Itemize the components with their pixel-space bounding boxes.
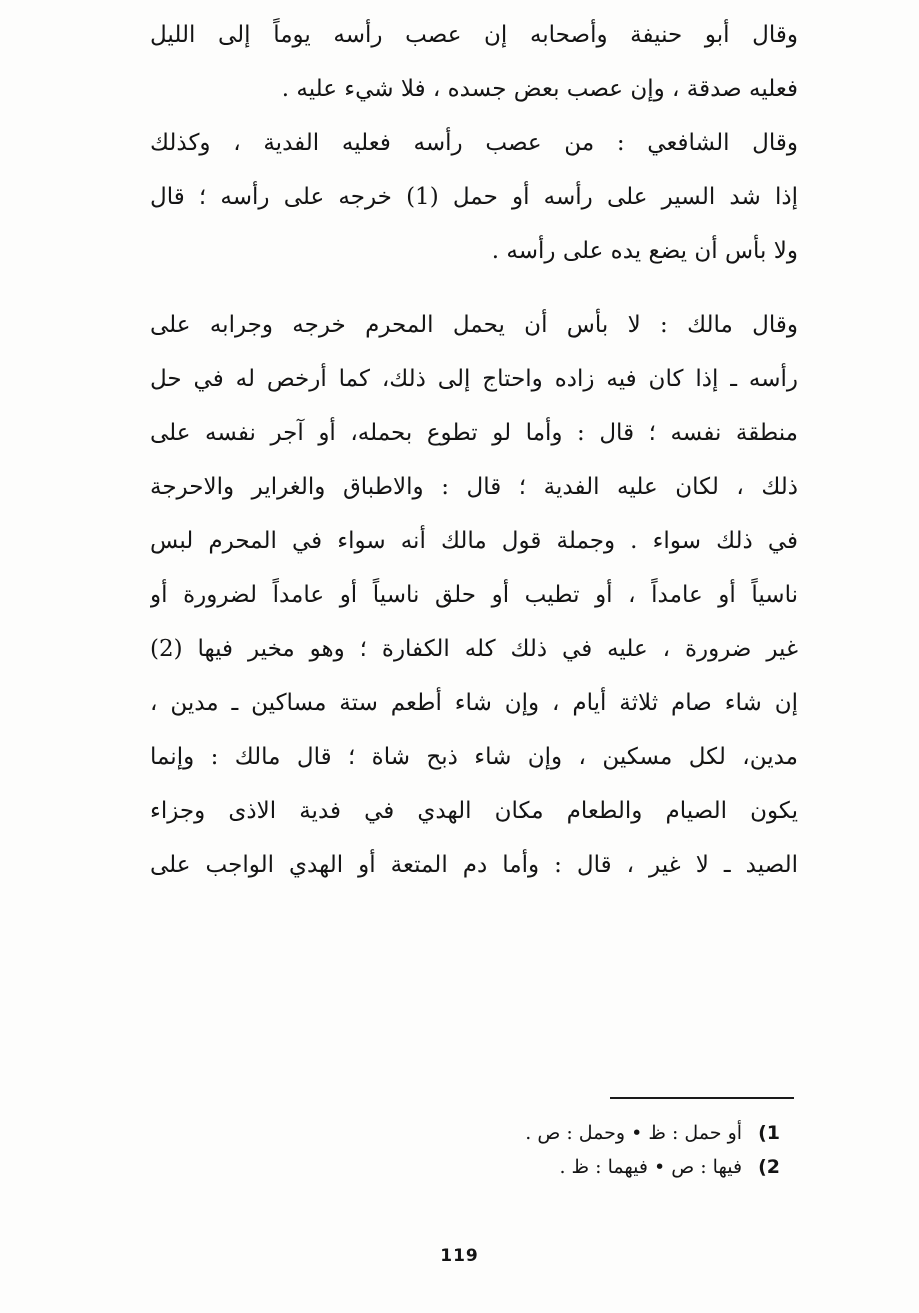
footnote-1 [420,1116,780,1150]
paragraph-2 [150,116,798,278]
paragraph-spacer [150,278,798,298]
text-line: إن شاء صام ثلاثة أيام ، وإن شاء أطعم ستة مساكين ـ مدين ، [150,690,798,716]
footnote-2 [420,1150,780,1184]
text-line: غير ضرورة ، عليه في ذلك كله الكفارة ؛ وهو مخير فيها (2) [150,636,798,662]
footnote-text: فيها : ص • فيهما : ظ . [559,1156,743,1178]
text-line: فعليه صدقة ، وإن عصب بعض جسده ، فلا شيء عليه . [281,76,798,102]
text-line: الصيد ـ لا غير ، قال : وأما دم المتعة أو الهدي الواجب على [150,852,798,878]
text-line: وقال الشافعي : من عصب رأسه فعليه الفدية ، وكذلك [150,130,798,156]
text-line: ذلك ، لكان عليه الفدية ؛ قال : والاطباق والغراير والاحرجة [150,474,798,500]
text-line: رأسه ـ إذا كان فيه زاده واحتاج إلى ذلك، كما أرخص له في حل [150,366,798,392]
page-number: 119 [440,1246,479,1266]
text-line: وقال مالك : لا بأس أن يحمل المحرم خرجه وجرابه على [150,312,798,338]
text-line: ناسياً أو عامداً ، أو تطيب أو حلق ناسياً أو عامداً لضرورة أو [150,582,798,608]
text-line: إذا شد السير على رأسه أو حمل (1) خرجه على رأسه ؛ قال [150,184,798,210]
main-text [150,8,798,892]
footnote-number: 2) [758,1156,780,1178]
text-line: يكون الصيام والطعام مكان الهدي في فدية الاذى وجزاء [150,798,798,824]
text-line: في ذلك سواء . وجملة قول مالك أنه سواء في المحرم لبس [150,528,798,554]
footnotes [420,1116,780,1184]
text-line: ولا بأس أن يضع يده على رأسه . [491,238,798,264]
paragraph-3 [150,298,798,892]
text-line: وقال أبو حنيفة وأصحابه إن عصب رأسه يوماً إلى الليل [150,22,798,48]
footnote-text: أو حمل : ظ • وحمل : ص . [525,1122,743,1144]
paragraph-1 [150,8,798,116]
footnote-number: 1) [758,1122,780,1144]
text-line: منطقة نفسه ؛ قال : وأما لو تطوع بحمله، أو آجر نفسه على [150,420,798,446]
footnote-divider [610,1097,794,1099]
text-line: مدين، لكل مسكين ، وإن شاء ذبح شاة ؛ قال مالك : وإنما [150,744,798,770]
